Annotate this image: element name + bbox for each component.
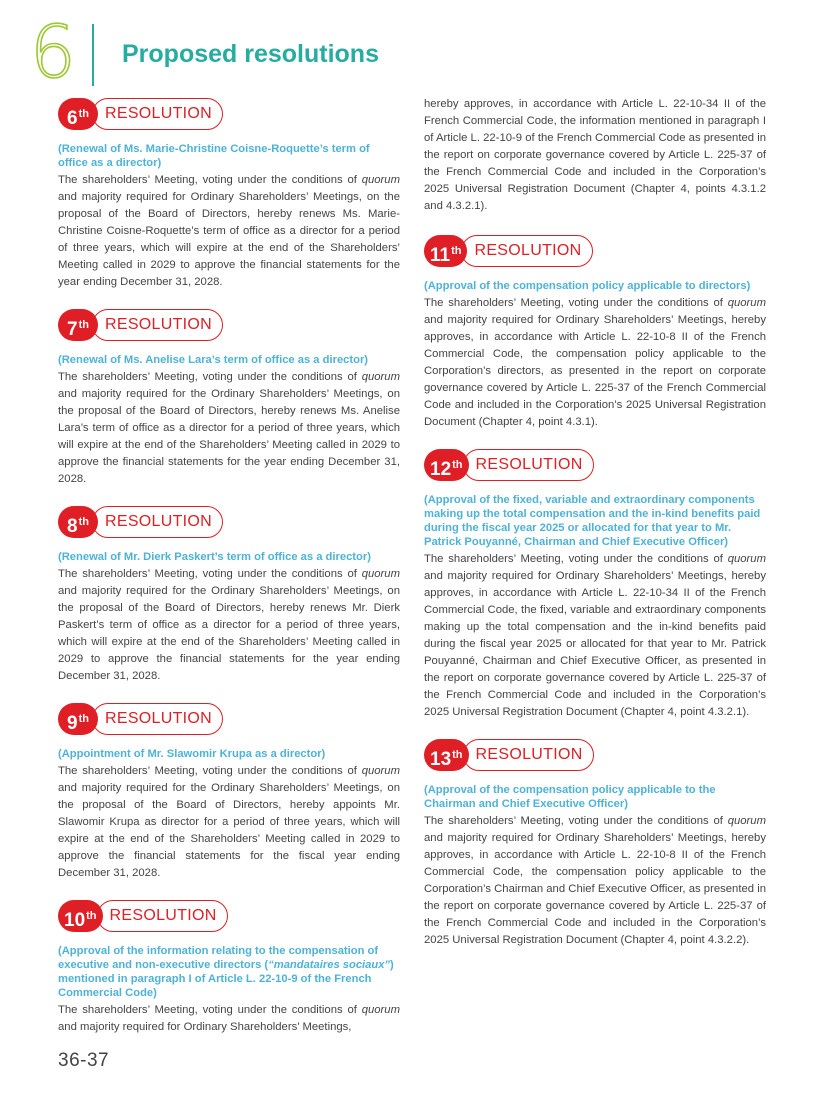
resolution-body: The shareholders’ Meeting, voting under the conditions of quorum and majority required for Ordinary Shareholders’ Meetings, hereby approves, in accordance with Article L. 22-10-8 II of the French Commercial Code, the compensation policy applicable to the Corporation’s directors, as presented in the report on corporate governance covered by Article L. 225-37 of the French Commercial Code and included in the Corporation’s 2025 Universal Registration Document (Chapter 4, point 4.3.1). [424, 297, 766, 428]
resolution-label: RESOLUTION [97, 900, 228, 932]
resolution-badge [58, 506, 400, 538]
page-number: 36-37 [58, 1050, 110, 1071]
resolution-badge [424, 449, 766, 481]
resolution-body: The shareholders’ Meeting, voting under the conditions of quorum and majority required for the Ordinary Shareholders’ Meetings, on the proposal of the Board of Directors, hereby appoints Mr. Slawomir Krupa as director for a period of three years, which will expire at the end of the Shareholders’ Meeting called in 2029 to approve the financial statements for the fiscal year ending December 31, 2028. [58, 765, 400, 879]
resolution-badge [58, 309, 400, 341]
resolution-body: The shareholders’ Meeting, voting under the conditions of quorum and majority required for the Ordinary Shareholders’ Meetings, on the proposal of the Board of Directors, hereby renews Ms. Anelise Lara’s term of office as a director for a period of three years, which will expire at the end of the Shareholders’ Meeting called in 2029 to approve the financial statements for the year ending December 31, 2028. [58, 371, 400, 485]
resolution-title: (Appointment of Mr. Slawomir Krupa as a director) [58, 748, 326, 760]
resolution-badge [58, 900, 400, 932]
resolution-6 [58, 98, 400, 291]
left-column [58, 98, 400, 1036]
resolution-10-continued: hereby approves, in accordance with Article L. 22-10-34 II of the French Commercial Code, the information mentioned in paragraph I of Article L. 22-10-9 of the French Commercial Code as presented in the report on corporate governance covered by Article L. 225-37 of the French Commercial Code and included in the Corporation’s 2025 Universal Registration Document (Chapter 4, points 4.3.1.2 and 4.3.2.1). [424, 98, 766, 212]
resolution-label: RESOLUTION [92, 98, 223, 130]
resolution-11 [424, 235, 766, 431]
resolution-number: 8th [58, 506, 98, 538]
header-divider [92, 24, 94, 86]
resolution-number: 7th [58, 309, 98, 341]
resolution-label: RESOLUTION [92, 703, 223, 735]
resolution-title: (Renewal of Mr. Dierk Paskert’s term of office as a director) [58, 551, 371, 563]
resolution-body: The shareholders’ Meeting, voting under the conditions of quorum and majority required for the Ordinary Shareholders’ Meetings, on the proposal of the Board of Directors, hereby renews Mr. Dierk Paskert’s term of office as a director for a period of three years, which will expire at the end of the Shareholders’ Meeting called in 2029 to approve the financial statements for the year ending December 31, 2028. [58, 568, 400, 682]
resolution-title: (Renewal of Ms. Anelise Lara’s term of office as a director) [58, 354, 369, 366]
resolution-label: RESOLUTION [92, 309, 223, 341]
resolution-body: The shareholders’ Meeting, voting under the conditions of quorum and majority required for Ordinary Shareholders’ Meetings, on the proposal of the Board of Directors, hereby renews Ms. Marie-Christine Coisne-Roquette’s term of office as a director for a period of three years, which will expire at the end of the Shareholders’ Meeting called in 2029 to approve the financial statements for the year ending December 31, 2028. [58, 174, 400, 288]
resolution-badge [58, 703, 400, 735]
resolution-badge [58, 98, 400, 130]
resolution-label: RESOLUTION [463, 739, 594, 771]
resolution-body: The shareholders’ Meeting, voting under the conditions of quorum and majority required for Ordinary Shareholders’ Meetings, hereby approves, in accordance with Article L. 22-10-8 II of the French Commercial Code, the compensation policy applicable to the Corporation’s Chairman and Chief Executive Officer, as presented in the report on corporate governance covered by Article L. 225-37 of the French Commercial Code and included in the Corporation’s 2025 Universal Registration Document (Chapter 4, point 4.3.2.2). [424, 815, 766, 946]
resolution-body: The shareholders’ Meeting, voting under the conditions of quorum and majority required for Ordinary Shareholders’ Meetings, [58, 1004, 400, 1033]
resolution-label: RESOLUTION [92, 506, 223, 538]
resolution-10 [58, 900, 400, 1036]
resolution-title: (Approval of the fixed, variable and extraordinary components making up the total compensation and the in-kind benefits paid during the fiscal year 2025 or allocated for that year to Mr. Patrick Pouyanné, Chairman and Chief Executive Officer) [424, 494, 761, 548]
resolution-7 [58, 309, 400, 488]
resolution-title: (Approval of the compensation policy applicable to the Chairman and Chief Executive Officer) [424, 784, 716, 810]
chapter-number: 6 [30, 10, 76, 94]
resolution-number: 6th [58, 98, 98, 130]
resolution-badge [424, 739, 766, 771]
right-column [424, 96, 766, 949]
resolution-number: 11th [424, 235, 467, 267]
page-title: Proposed resolutions [122, 40, 379, 68]
resolution-title: (Approval of the information relating to the compensation of executive and non-executive directors (“mandataires sociaux”) mentioned in paragraph I of Article L. 22-10-9 of the French Commercial Code) [58, 945, 394, 999]
resolution-badge [424, 235, 766, 267]
resolution-body: The shareholders’ Meeting, voting under the conditions of quorum and majority required for Ordinary Shareholders’ Meetings, hereby approves, in accordance with Article L. 22-10-34 II of the French Commercial Code, the fixed, variable and extraordinary components making up the total compensation and the in-kind benefits paid during the fiscal year 2025 or allocated for that year to Mr. Patrick Pouyanné, Chairman and Chief Executive Officer, as presented in the report on corporate governance covered by Article L. 225-37 of the French Commercial Code and included in the Corporation’s 2025 Universal Registration Document (Chapter 4, point 4.3.2.1). [424, 553, 766, 718]
resolution-12 [424, 449, 766, 721]
resolution-number: 13th [424, 739, 469, 771]
resolution-8 [58, 506, 400, 685]
resolution-number: 9th [58, 703, 98, 735]
resolution-9 [58, 703, 400, 882]
resolution-title: (Approval of the compensation policy applicable to directors) [424, 280, 751, 292]
resolution-label: RESOLUTION [463, 449, 594, 481]
resolution-label: RESOLUTION [461, 235, 592, 267]
resolution-13 [424, 739, 766, 949]
resolution-number: 12th [424, 449, 469, 481]
resolution-title: (Renewal of Ms. Marie-Christine Coisne-Roquette’s term of office as a director) [58, 143, 370, 169]
resolution-number: 10th [58, 900, 103, 932]
